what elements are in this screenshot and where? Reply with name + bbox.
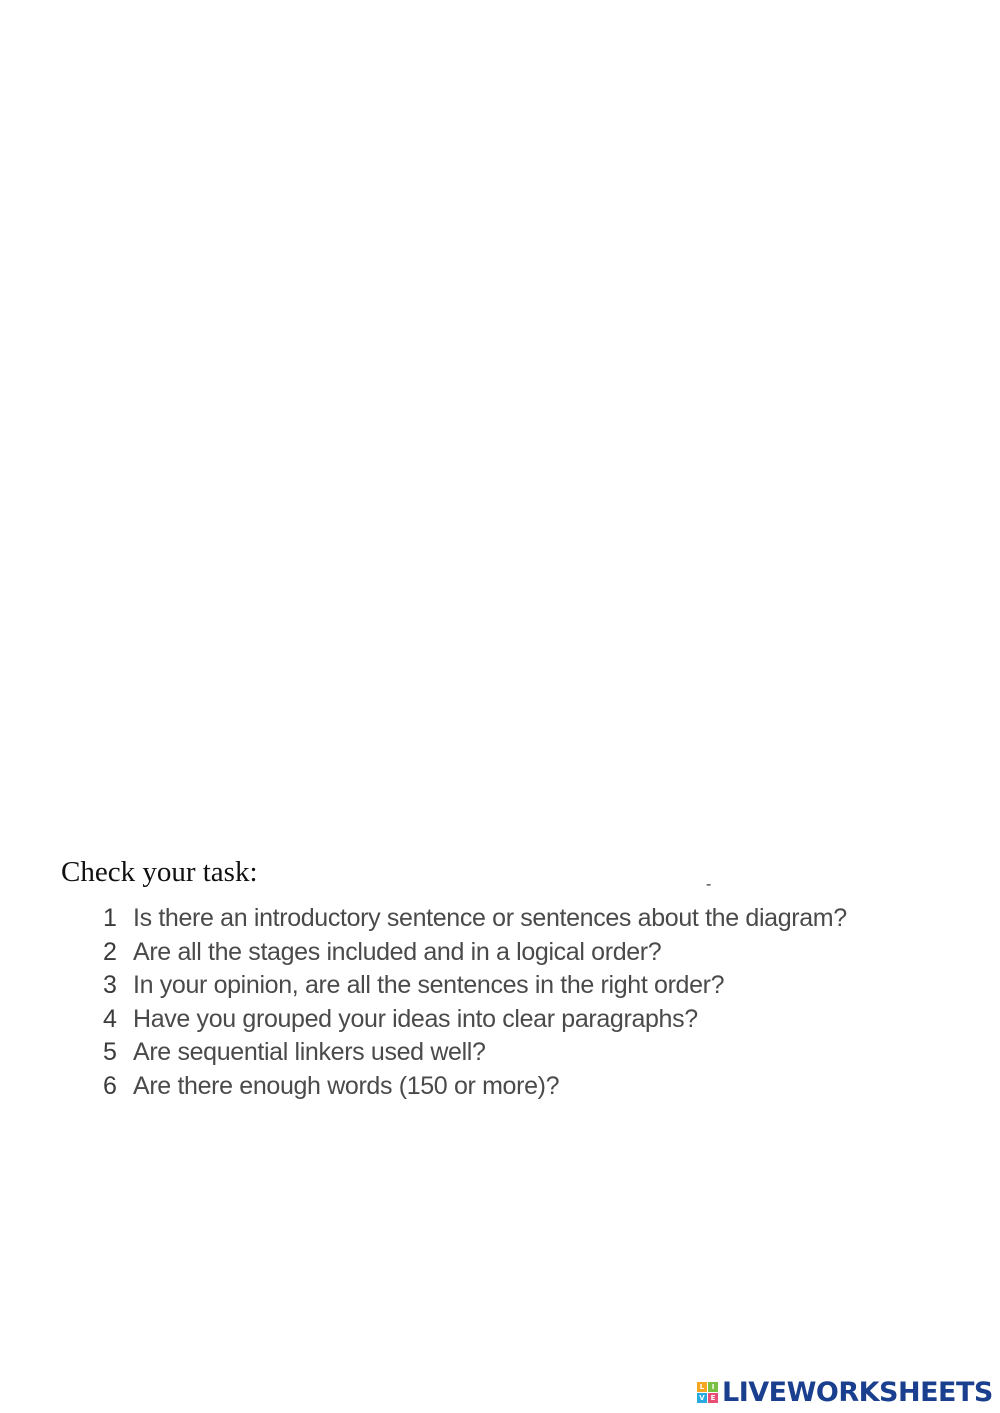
- checklist-item-number: 6: [103, 1071, 117, 1100]
- logo-wordmark: LIVEWORKSHEETS: [722, 1377, 993, 1408]
- checklist-item-number: 1: [103, 904, 117, 932]
- checklist-item: [103, 938, 847, 972]
- checklist-item-text: Have you grouped your ideas into clear paragraphs?: [133, 1004, 698, 1033]
- checklist-item-number: 5: [103, 1038, 117, 1067]
- logo-block-i: I: [708, 1382, 718, 1392]
- checklist-item-text: In your opinion, are all the sentences in the right order?: [133, 971, 725, 1000]
- checklist-item-text: Is there an introductory sentence or sentences about the diagram?: [133, 904, 847, 932]
- stray-dash-mark: -: [706, 876, 712, 893]
- checklist-item: [103, 971, 847, 1005]
- checklist-item-text: Are there enough words (150 or more)?: [133, 1071, 560, 1100]
- checklist-item: [103, 1005, 847, 1039]
- checklist-item: [103, 1072, 847, 1106]
- checklist-item-text: Are all the stages included and in a logical order?: [133, 937, 662, 966]
- logo-block-e: E: [708, 1393, 718, 1403]
- checklist-item: [103, 904, 847, 938]
- task-checklist: [103, 904, 847, 1106]
- checklist-item: [103, 1038, 847, 1072]
- check-your-task-heading: Check your task:: [61, 856, 258, 888]
- logo-block-v: V: [697, 1393, 707, 1403]
- liveworksheets-logo: [697, 1379, 993, 1406]
- checklist-item-text: Are sequential linkers used well?: [133, 1038, 486, 1067]
- logo-block-l: L: [697, 1382, 707, 1392]
- checklist-item-number: 4: [103, 1004, 117, 1033]
- logo-blocks-icon: [697, 1382, 718, 1403]
- checklist-item-number: 2: [103, 937, 117, 966]
- checklist-item-number: 3: [103, 971, 117, 1000]
